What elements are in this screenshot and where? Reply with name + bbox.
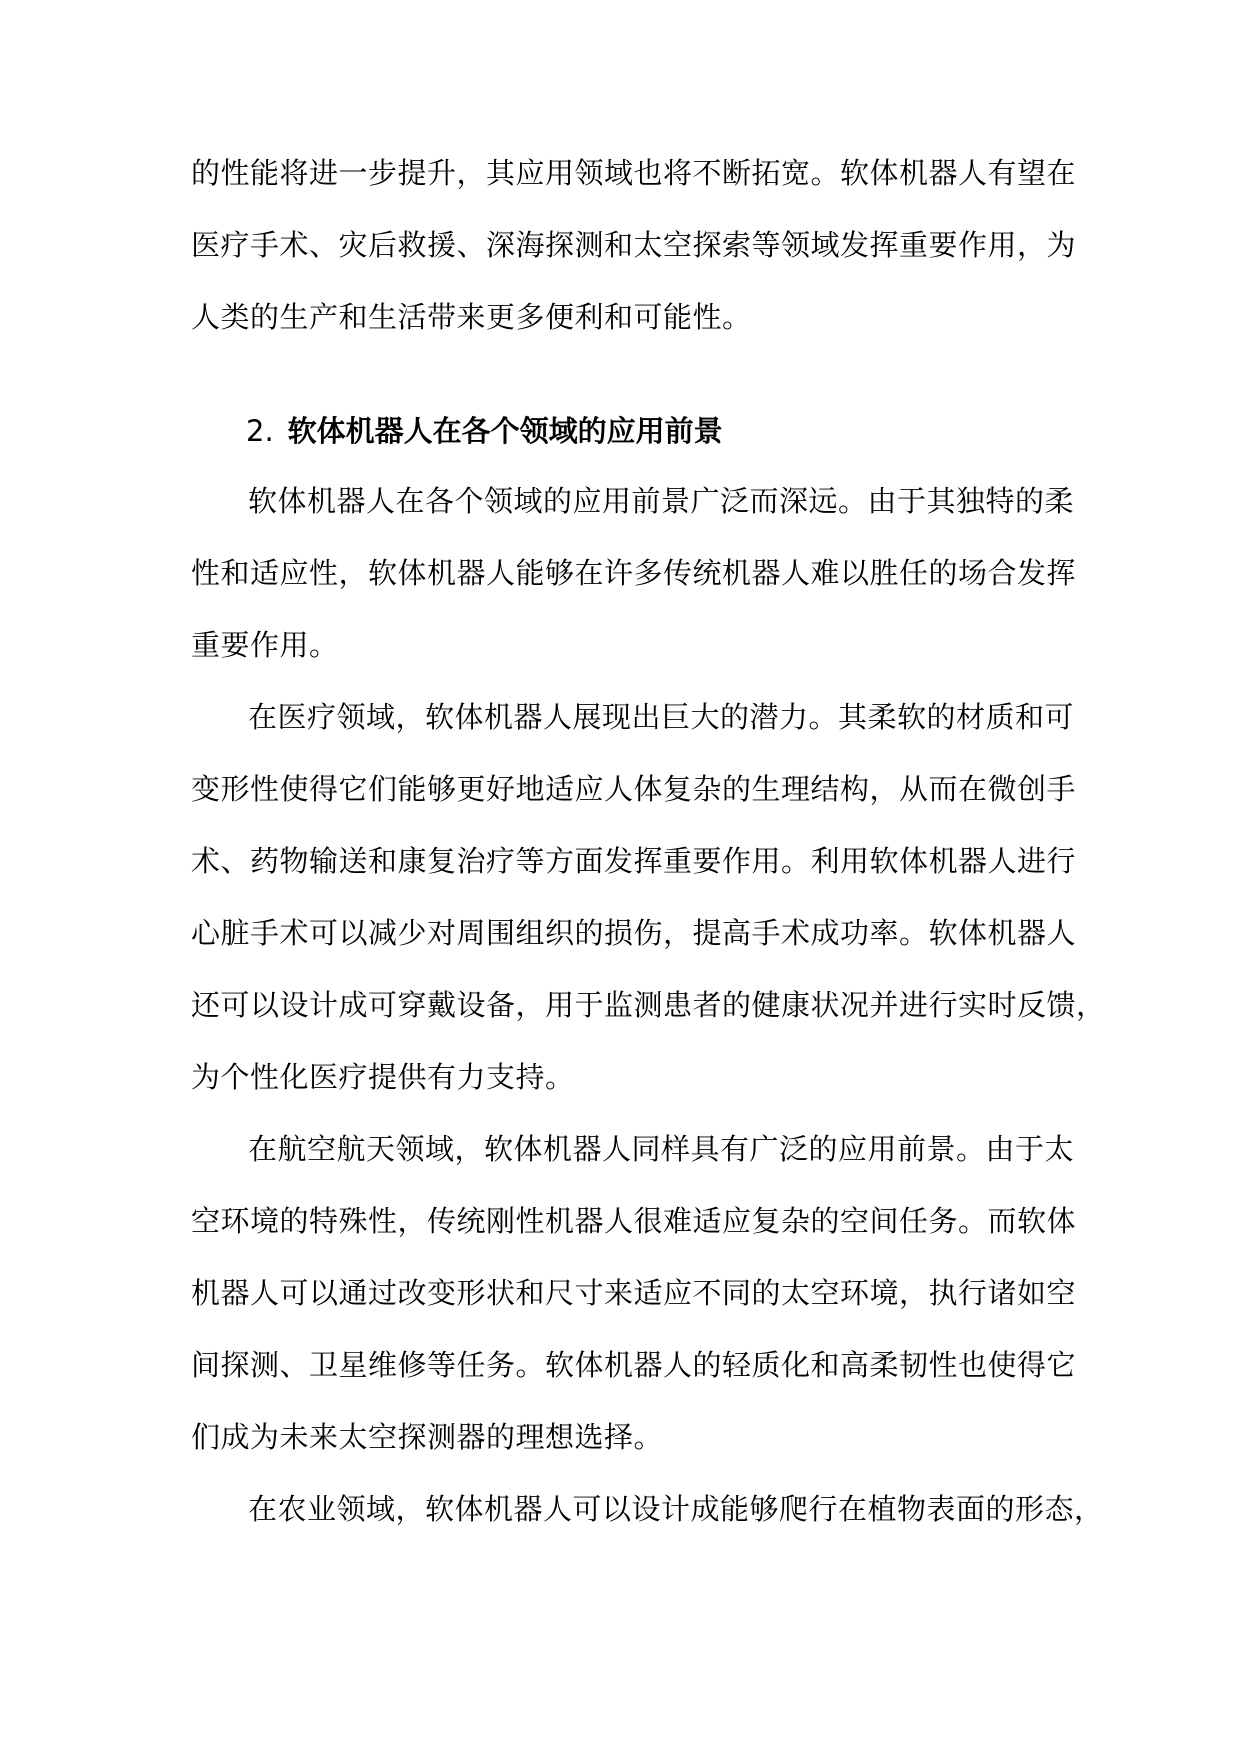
paragraph-2-line-3: 术、药物输送和康复治疗等方面发挥重要作用。利用软体机器人进行 bbox=[191, 844, 1077, 878]
paragraph-2-line-1: 在医疗领域，软体机器人展现出巨大的潜力。其柔软的材质和可 bbox=[248, 700, 1075, 734]
intro-line-1: 的性能将进一步提升，其应用领域也将不断拓宽。软体机器人有望在 bbox=[191, 156, 1077, 190]
intro-line-2: 医疗手术、灾后救援、深海探测和太空探索等领域发挥重要作用，为 bbox=[191, 228, 1077, 262]
paragraph-3-line-3: 机器人可以通过改变形状和尺寸来适应不同的太空环境，执行诸如空 bbox=[191, 1276, 1077, 1310]
paragraph-2-line-5: 还可以设计成可穿戴设备，用于监测患者的健康状况并进行实时反馈， bbox=[191, 988, 1106, 1022]
paragraph-3-line-2: 空环境的特殊性，传统刚性机器人很难适应复杂的空间任务。而软体 bbox=[191, 1204, 1077, 1238]
paragraph-3-line-4: 间探测、卫星维修等任务。软体机器人的轻质化和高柔韧性也使得它 bbox=[191, 1348, 1077, 1382]
paragraph-2-line-2: 变形性使得它们能够更好地适应人体复杂的生理结构，从而在微创手 bbox=[191, 772, 1077, 806]
intro-line-3: 人类的生产和生活带来更多便利和可能性。 bbox=[191, 300, 752, 334]
paragraph-4-line-1: 在农业领域，软体机器人可以设计成能够爬行在植物表面的形态， bbox=[248, 1492, 1104, 1526]
paragraph-1-line-1: 软体机器人在各个领域的应用前景广泛而深远。由于其独特的柔 bbox=[248, 484, 1075, 518]
section-heading bbox=[246, 408, 723, 454]
paragraph-1-line-2: 性和适应性，软体机器人能够在许多传统机器人难以胜任的场合发挥 bbox=[191, 556, 1077, 590]
paragraph-2-line-4: 心脏手术可以减少对周围组织的损伤，提高手术成功率。软体机器人 bbox=[191, 916, 1077, 950]
paragraph-2-line-6: 为个性化医疗提供有力支持。 bbox=[191, 1060, 575, 1094]
paragraph-1-line-3: 重要作用。 bbox=[191, 628, 339, 662]
paragraph-3-line-1: 在航空航天领域，软体机器人同样具有广泛的应用前景。由于太 bbox=[248, 1132, 1075, 1166]
paragraph-3-line-5: 们成为未来太空探测器的理想选择。 bbox=[191, 1420, 664, 1454]
section-title: 软体机器人在各个领域的应用前景 bbox=[287, 414, 723, 448]
section-number: 2. bbox=[246, 414, 274, 448]
